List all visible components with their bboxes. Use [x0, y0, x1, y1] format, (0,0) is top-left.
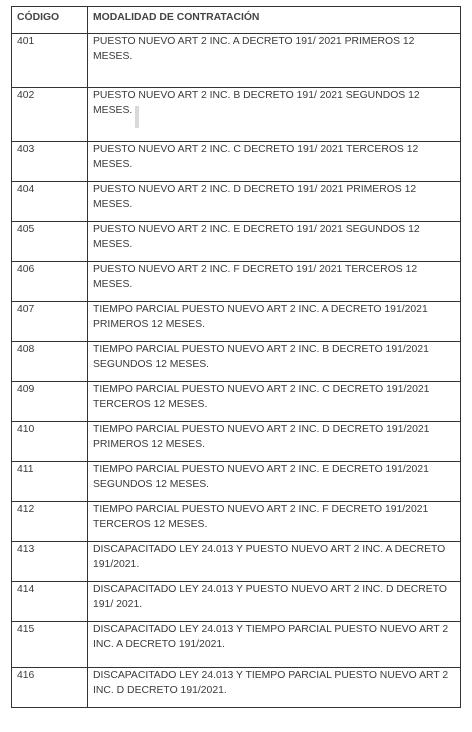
- code-cell: 412: [12, 502, 88, 542]
- table-row: [12, 88, 461, 142]
- table-row: [12, 34, 461, 88]
- code-cell: 403: [12, 142, 88, 182]
- table-header-row: [12, 7, 461, 34]
- code-cell: 402: [12, 88, 88, 142]
- column-header-modality: MODALIDAD DE CONTRATACIÓN: [88, 7, 461, 34]
- code-cell: 405: [12, 222, 88, 262]
- code-cell: 411: [12, 462, 88, 502]
- modality-cell: PUESTO NUEVO ART 2 INC. E DECRETO 191/ 2021 SEGUNDOS 12 MESES.: [88, 222, 461, 262]
- contracting-modality-table: [11, 6, 461, 708]
- table-row: [12, 668, 461, 708]
- text-cursor-highlight: [135, 106, 139, 128]
- column-header-code: CÓDIGO: [12, 7, 88, 34]
- table-row: [12, 342, 461, 382]
- modality-cell: TIEMPO PARCIAL PUESTO NUEVO ART 2 INC. C DECRETO 191/2021 TERCEROS 12 MESES.: [88, 382, 461, 422]
- table-row: [12, 502, 461, 542]
- modality-cell: PUESTO NUEVO ART 2 INC. F DECRETO 191/ 2021 TERCEROS 12 MESES.: [88, 262, 461, 302]
- code-cell: 416: [12, 668, 88, 708]
- modality-cell: TIEMPO PARCIAL PUESTO NUEVO ART 2 INC. B DECRETO 191/2021 SEGUNDOS 12 MESES.: [88, 342, 461, 382]
- modality-cell: PUESTO NUEVO ART 2 INC. A DECRETO 191/ 2021 PRIMEROS 12 MESES.: [88, 34, 461, 88]
- code-cell: 410: [12, 422, 88, 462]
- table-row: [12, 582, 461, 622]
- table-row: [12, 182, 461, 222]
- code-cell: 415: [12, 622, 88, 668]
- table-row: [12, 622, 461, 668]
- modality-cell: PUESTO NUEVO ART 2 INC. D DECRETO 191/ 2021 PRIMEROS 12 MESES.: [88, 182, 461, 222]
- table-row: [12, 222, 461, 262]
- code-cell: 409: [12, 382, 88, 422]
- table-row: [12, 262, 461, 302]
- table-row: [12, 302, 461, 342]
- code-cell: 401: [12, 34, 88, 88]
- code-cell: 407: [12, 302, 88, 342]
- code-cell: 413: [12, 542, 88, 582]
- code-cell: 408: [12, 342, 88, 382]
- modality-cell: PUESTO NUEVO ART 2 INC. C DECRETO 191/ 2021 TERCEROS 12 MESES.: [88, 142, 461, 182]
- table-row: [12, 542, 461, 582]
- modality-cell: DISCAPACITADO LEY 24.013 Y PUESTO NUEVO ART 2 INC. D DECRETO 191/ 2021.: [88, 582, 461, 622]
- modality-cell: TIEMPO PARCIAL PUESTO NUEVO ART 2 INC. F DECRETO 191/2021 TERCEROS 12 MESES.: [88, 502, 461, 542]
- modality-cell: DISCAPACITADO LEY 24.013 Y TIEMPO PARCIAL PUESTO NUEVO ART 2 INC. A DECRETO 191/2021.: [88, 622, 461, 668]
- code-cell: 404: [12, 182, 88, 222]
- modality-cell: TIEMPO PARCIAL PUESTO NUEVO ART 2 INC. D DECRETO 191/2021 PRIMEROS 12 MESES.: [88, 422, 461, 462]
- table-row: [12, 422, 461, 462]
- table-row: [12, 462, 461, 502]
- code-cell: 414: [12, 582, 88, 622]
- code-cell: 406: [12, 262, 88, 302]
- modality-cell: PUESTO NUEVO ART 2 INC. B DECRETO 191/ 2021 SEGUNDOS 12 MESES.: [88, 88, 461, 142]
- table-row: [12, 382, 461, 422]
- table-row: [12, 142, 461, 182]
- modality-cell: TIEMPO PARCIAL PUESTO NUEVO ART 2 INC. A DECRETO 191/2021 PRIMEROS 12 MESES.: [88, 302, 461, 342]
- modality-cell: DISCAPACITADO LEY 24.013 Y PUESTO NUEVO ART 2 INC. A DECRETO 191/2021.: [88, 542, 461, 582]
- modality-cell: TIEMPO PARCIAL PUESTO NUEVO ART 2 INC. E DECRETO 191/2021 SEGUNDOS 12 MESES.: [88, 462, 461, 502]
- modality-cell: DISCAPACITADO LEY 24.013 Y TIEMPO PARCIAL PUESTO NUEVO ART 2 INC. D DECRETO 191/2021.: [88, 668, 461, 708]
